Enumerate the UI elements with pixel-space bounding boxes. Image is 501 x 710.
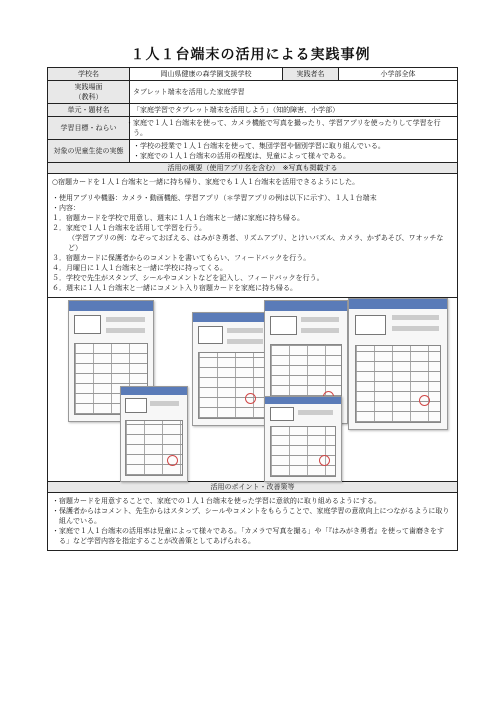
overview-heading-row <box>48 163 458 174</box>
scene-row <box>48 81 458 104</box>
overview-step: ４．月曜日に１人１台端末と一緒に学校に持ってくる。 <box>52 264 227 272</box>
unit-value: 「家庭学習でタブレット端末を活用しよう」（知的障害、小学部） <box>130 104 458 117</box>
overview-step: １．宿題カードを学校で用意し、週末に１人１台端末と一緒に家庭に持ち帰る。 <box>52 214 304 222</box>
points-body-row <box>48 493 458 551</box>
unit-row <box>48 104 458 117</box>
target-row <box>48 140 458 163</box>
overview-heading: 活用の概要（使用アプリ名を含む） ※写真も掲載する <box>48 163 458 174</box>
overview-content-label: ・内容： <box>52 204 80 212</box>
overview-step: ６．週末に１人１台端末と一緒にコメント入り宿題カードを家庭に持ち帰る。 <box>52 284 297 292</box>
target-item: ・学校の授業で１人１台端末を使って、集団学習や個別学習に取り組んでいる。 <box>133 142 385 150</box>
points-body <box>48 493 458 551</box>
photos-area <box>48 298 458 482</box>
photos-row <box>48 298 458 482</box>
homework-card-photo <box>348 298 448 430</box>
practitioner-label: 実践者名 <box>283 68 339 81</box>
unit-label: 単元・題材名 <box>48 104 130 117</box>
goal-label: 学習目標・ねらい <box>48 117 130 140</box>
point-item: ・家庭で１人１台端末の活用率は児童によって様々である。「カメラで写真を撮る」や「『はみがき勇者』を使って歯磨きをする」など学習内容を指定することが改善策としてあげられる。 <box>52 527 444 545</box>
goal-row <box>48 117 458 140</box>
homework-card-photo <box>264 396 342 482</box>
header-row <box>48 68 458 81</box>
points-heading: 活用のポイント・改善策等 <box>48 482 458 493</box>
overview-step: ２．家庭で１人１台端末を活用して学習を行う。 <box>52 224 206 232</box>
target-value <box>130 140 458 163</box>
overview-apps: ・使用アプリや機器：カメラ・動画機能、学習アプリ（＊学習アプリの例は以下に示す）、１人１台端末 <box>52 194 377 202</box>
page-title: １人１台端末の活用による実践事例 <box>130 47 371 63</box>
overview-body-row <box>48 174 458 298</box>
practitioner-value: 小学部全体 <box>339 68 458 81</box>
practice-report-table <box>47 67 458 551</box>
school-label: 学校名 <box>48 68 130 81</box>
goal-value: ・家庭で１人１台端末を使って、カメラ機能で写真を撮ったり、学習アプリを使ったりして学習を行う。 <box>130 117 458 140</box>
school-value: 岡山県健康の森学園支援学校 <box>130 68 283 81</box>
homework-card-photo <box>120 386 188 482</box>
scene-value: タブレット端末を活用した家庭学習 <box>130 81 458 104</box>
homework-card-photo <box>192 312 272 426</box>
point-item: ・保護者からはコメント、先生からはスタンプ、シールやコメントをもらうことで、家庭学習の意欲向上につながるように取り組んでいる。 <box>52 507 450 525</box>
overview-body <box>48 174 458 298</box>
target-label: 対象の児童生徒の実態 <box>48 140 130 163</box>
target-item: ・家庭での１人１台端末の活用の程度は、児童によって様々である。 <box>133 152 350 160</box>
points-heading-row <box>48 482 458 493</box>
point-item: ・宿題カードを用意することで、家庭での１人１台端末を使った学習に意欲的に取り組めるようにする。 <box>52 497 381 505</box>
overview-intro: ○宿題カードを１人１台端末と一緒に持ち帰り、家庭でも１人１台端末を活用できるようにした。 <box>52 178 360 186</box>
overview-app-examples: （学習アプリの例：なぞっておぼえる、はみがき勇者、リズムアプリ、とけいパズル、カメラ、かずあそび、ワオッチなど） <box>68 234 444 252</box>
scene-label: 実践場面 （教科） <box>48 81 130 104</box>
overview-step: ３．宿題カードに保護者からのコメントを書いてもらい、フィードバックを行う。 <box>52 254 311 262</box>
overview-step: ５．学校で先生がスタンプ、シールやコメントなどを記入し、フィードバックを行う。 <box>52 274 324 282</box>
